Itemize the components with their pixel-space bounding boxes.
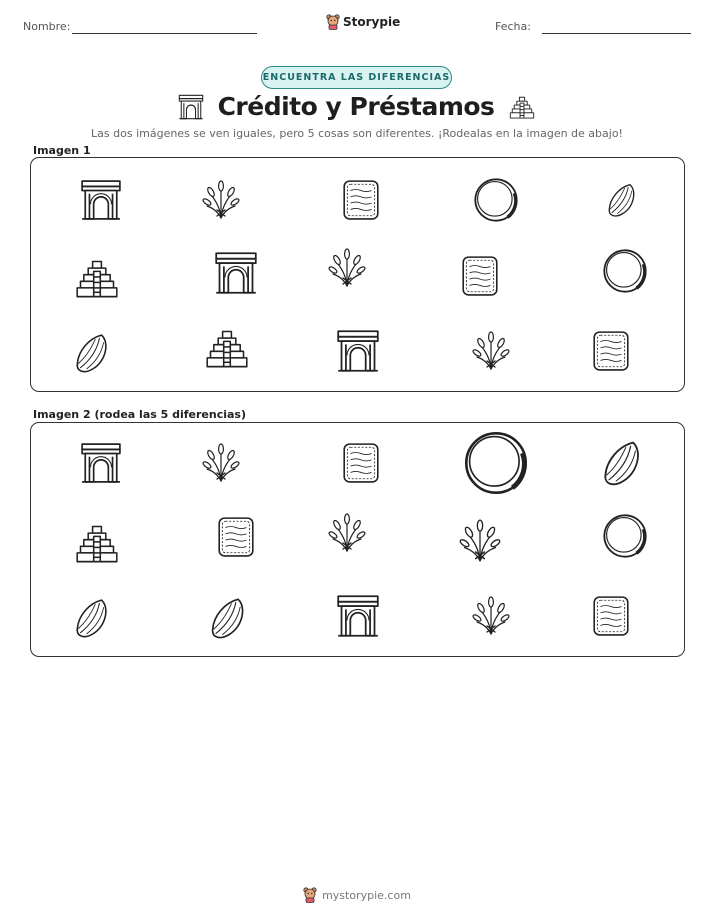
wheat-icon[interactable] — [327, 513, 367, 553]
date-line[interactable] — [542, 33, 691, 34]
clay-tablet-icon — [459, 255, 501, 297]
name-line[interactable] — [72, 33, 257, 34]
pyramid-icon — [75, 256, 119, 300]
clay-tablet-icon[interactable] — [340, 442, 382, 484]
arch-icon[interactable] — [336, 594, 380, 638]
date-label: Fecha: — [495, 20, 531, 33]
footer-url: mystorypie.com — [322, 888, 411, 902]
coin-icon[interactable] — [602, 513, 648, 559]
footer — [0, 887, 714, 903]
clay-tablet-icon[interactable] — [590, 595, 632, 637]
clay-tablet-icon — [590, 330, 632, 372]
wheat-icon — [201, 180, 241, 220]
bear-mascot-icon — [326, 14, 340, 30]
wheat-icon[interactable] — [458, 519, 502, 563]
wheat-icon[interactable] — [201, 443, 241, 483]
arch-icon — [80, 179, 122, 221]
image1-label: Imagen 1 — [33, 144, 91, 157]
cacao-bean-icon[interactable] — [597, 439, 645, 487]
worksheet-title: Crédito y Préstamos — [217, 92, 495, 121]
arch-icon — [178, 93, 204, 121]
coin-icon — [602, 248, 648, 294]
brand-name: Storypie — [343, 15, 401, 29]
storypie-logo — [326, 14, 400, 30]
pyramid-icon[interactable] — [75, 521, 119, 565]
cacao-bean-icon[interactable] — [205, 596, 249, 640]
wheat-icon — [327, 248, 367, 288]
coin-icon — [473, 177, 519, 223]
title-row — [0, 92, 714, 121]
clay-tablet-icon — [340, 179, 382, 221]
cacao-bean-icon[interactable] — [70, 597, 112, 639]
wheat-icon[interactable] — [471, 596, 511, 636]
cacao-bean-icon — [603, 182, 639, 218]
wheat-icon — [471, 331, 511, 371]
instructions: Las dos imágenes se ven iguales, pero 5 cosas son diferentes. ¡Rodealas en la imagen de abajo! — [91, 127, 623, 140]
image2-label: Imagen 2 (rodea las 5 diferencias) — [33, 408, 247, 421]
image2-panel[interactable] — [30, 422, 685, 657]
pyramid-icon — [205, 326, 249, 370]
arch-icon[interactable] — [80, 442, 122, 484]
coin-icon[interactable] — [463, 430, 529, 496]
clay-tablet-icon[interactable] — [215, 516, 257, 558]
bear-mascot-icon — [303, 887, 317, 903]
cacao-bean-icon — [70, 332, 112, 374]
arch-icon — [214, 251, 258, 295]
activity-badge: ENCUENTRA LAS DIFERENCIAS — [261, 66, 452, 89]
image1-panel — [30, 157, 685, 392]
arch-icon — [336, 329, 380, 373]
name-label: Nombre: — [23, 20, 71, 33]
pyramid-icon — [508, 94, 536, 120]
